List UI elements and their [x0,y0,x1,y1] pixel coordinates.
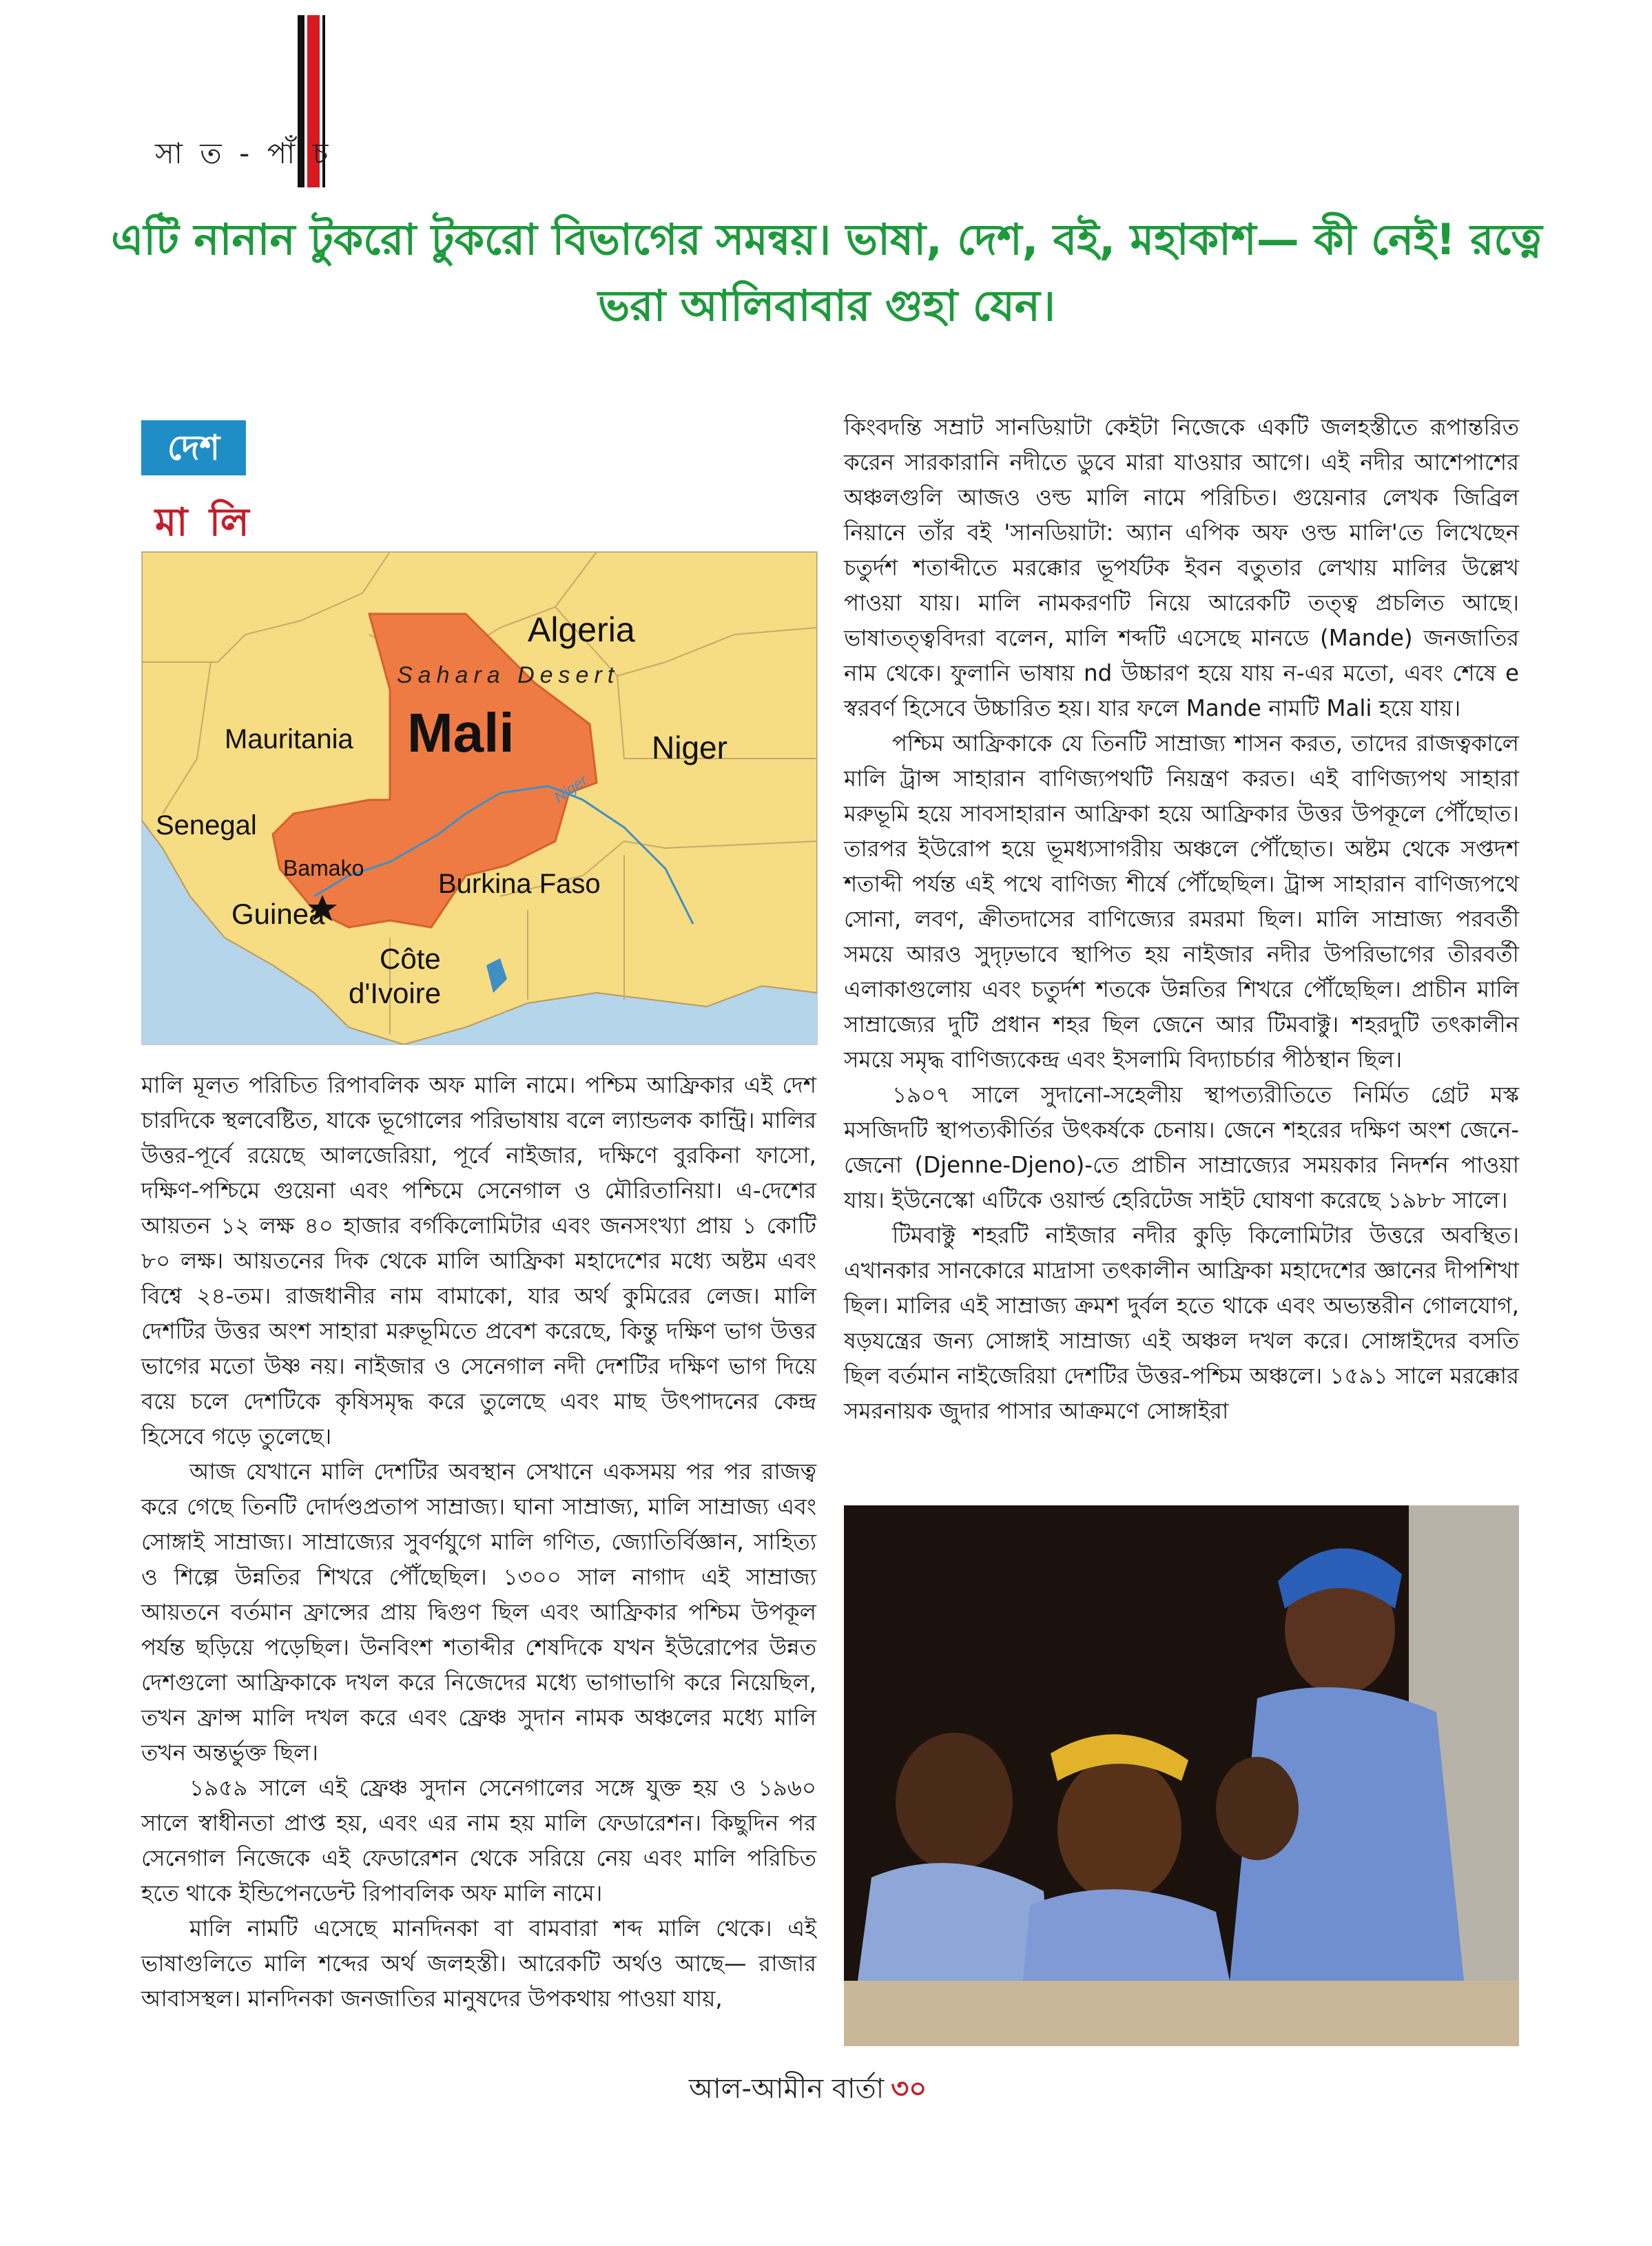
label-niger-river: Niger [550,771,590,807]
window-ledge [844,1981,1519,2046]
paragraph: কিংবদন্তি সম্রাট সানডিয়াটা কেইটা নিজেকে একটি জলহস্তীতে রূপান্তরিত করেন সারকারানি নদীতে ডুবে মারা যাওয়ার আগে। এই নদীর আশেপাশের অঞ্চলগুলি আজও ওল্ড মালি নামে পরিচিত। গুয়েনার লেখক জিব্রিল নিয়ানে তাঁর বই 'সানডিয়াটা: অ্যান এপিক অফ ওল্ড মালি'তে লিখেছেন চতুর্দশ শতাব্দীতে মরক্কোর ভূপর্যটক ইবন বতুতার লেখায় মালির উল্লেখ পাওয়া যায়। মালি নামকরণটি নিয়ে আরেকটি তত্ত্ব প্রচলিত আছে। ভাষাতত্ত্ববিদরা বলেন, মালি শব্দটি এসেছে মানডে (Mande) জনজাতির নাম থেকে। ফুলানি ভাষায় nd উচ্চারণ হয়ে যায় ন-এর মতো, এবং শেষে e স্বরবর্ণ হিসেবে উচ্চারিত হয়। যার ফলে Mande নামটি Mali হয়ে যায়। [844,414,1519,721]
child-face-2 [1057,1757,1181,1902]
child-face-3 [1216,1757,1299,1860]
magazine-name: আল-আমীন বার্তা [689,2073,885,2105]
label-sahara: Sahara Desert [397,662,620,688]
label-mali: Mali [407,702,515,763]
article-title: মা লি [155,500,254,545]
paragraph: ১৯০৭ সালে সুদানো-সহেলীয় স্থাপত্যরীতিতে নির্মিত গ্রেট মস্ক মসজিদটি স্থাপত্যকীর্তির উৎকর্ষকে চেনায়। জেনে শহরের দক্ষিণ অংশ জেনে-জেনো (Djenne-Djeno)-তে প্রাচীন সাম্রাজ্যের সময়কার নিদর্শন পাওয়া যায়। ইউনেস্কো এটিকে ওয়ার্ল্ড হেরিটেজ সাইট ঘোষণা করেছে ১৯৮৮ সালে। [844,1082,1519,1213]
left-article-column [141,1068,816,2017]
category-tag: দেশ [141,420,246,475]
right-article-column [844,410,1519,1429]
paragraph: টিমবাক্টু শহরটি নাইজার নদীর কুড়ি কিলোমিটার উত্তরে অবস্থিত। এখানকার সানকোরে মাদ্রাসা তৎকালীন আফ্রিকা মহাদেশের জ্ঞানের দীপশিখা ছিল। মালির এই সাম্রাজ্য ক্রমশ দুর্বল হতে থাকে এবং অভ্যন্তরীন গোলযোগ, ষড়যন্ত্রের জন্য সোঙ্গাই সাম্রাজ্য এই অঞ্চল দখল করে। সোঙ্গাইদের বসতি ছিল বর্তমান নাইজেরিয়া দেশটির উত্তর-পশ্চিম অঞ্চলে। ১৫৯১ সালে মরক্কোর সমরনায়ক জুদার পাসার আক্রমণে সোঙ্গাইরা [844,1222,1519,1424]
paragraph: মালি নামটি এসেছে মানদিনকা বা বামবারা শব্দ মালি থেকে। এই ভাষাগুলিতে মালি শব্দের অর্থ জলহস্তী। আরেকটি অর্থও আছে— রাজার আবাসস্থল। মানদিনকা জনজাতির মানুষদের উপকথায় পাওয়া যায়, [141,1915,816,2012]
child-face-1 [896,1733,1013,1871]
map-graphic [142,552,817,1044]
label-bamako: Bamako [283,856,364,880]
label-cote-divoire-1: Côte [380,942,441,975]
label-burkina-faso: Burkina Faso [438,869,601,899]
page-headline: এটি নানান টুকরো টুকরো বিভাগের সমন্বয়। ভাষা, দেশ, বই, মহাকাশ— কী নেই! রত্নে ভরা আলিবাবার গুহা যেন। [111,214,1542,331]
children-photo [844,1505,1519,2046]
page-footer [689,2067,927,2113]
photo-illustration [844,1505,1519,2046]
page-number: ৩০ [891,2073,927,2105]
section-label: সা ত - পাঁ চ [155,136,333,170]
mali-map [141,551,818,1045]
label-algeria: Algeria [528,610,635,649]
paragraph: পশ্চিম আফ্রিকাকে যে তিনটি সাম্রাজ্য শাসন করত, তাদের রাজত্বকালে মালি ট্রান্স সাহারান বাণিজ্যপথটি নিয়ন্ত্রণ করত। এই বাণিজ্যপথ সাহারা মরুভূমি হয়ে সাবসাহারান আফ্রিকা হয়ে আফ্রিকার উত্তর উপকূলে পৌঁছোত। তারপর ইউরোপ হয়ে ভূমধ্যসাগরীয় অঞ্চলে পৌঁছোত। অষ্টম থেকে সপ্তদশ শতাব্দী পর্যন্ত এই পথে বাণিজ্য শীর্ষে পৌঁছেছিল। ট্রান্স সাহারান বাণিজ্যপথে সোনা, লবণ, ক্রীতদাসের বাণিজ্যের রমরমা ছিল। মালি সাম্রাজ্য পরবর্তী সময়ে আরও সুদৃঢ়ভাবে স্থাপিত হয় নাইজার নদীর উপরিভাগের তীরবর্তী এলাকাগুলোয় এবং চতুর্দশ শতকে উন্নতির শিখরে পৌঁছেছিল। প্রাচীন মালি সাম্রাজ্যের দুটি প্রধান শহর ছিল জেনে আর টিমবাক্টু। শহরদুটি তৎকালীন সময়ে সমৃদ্ধ বাণিজ্যকেন্দ্র এবং ইসলামি বিদ্যাচর্চার পীঠস্থান ছিল। [844,730,1519,1073]
label-guinea: Guinea [231,898,325,930]
label-senegal: Senegal [156,810,257,841]
child-shirt-1 [858,1863,1051,1981]
label-niger: Niger [652,730,727,765]
label-mauritania: Mauritania [225,724,353,754]
paragraph: ১৯৫৯ সালে এই ফ্রেঞ্চ সুদান সেনেগালের সঙ্গে যুক্ত হয় ও ১৯৬০ সালে স্বাধীনতা প্রাপ্ত হয়, এবং এর নাম হয় মালি ফেডারেশন। কিছুদিন পর সেনেগাল নিজেকে এই ফেডারেশন থেকে সরিয়ে নেয় এবং মালি পরিচিত হতে থাকে ইন্ডিপেনডেন্ট রিপাবলিক অফ মালি নামে। [141,1775,816,1906]
label-cote-divoire-2: d'Ivoire [349,977,442,1009]
paragraph: আজ যেখানে মালি দেশটির অবস্থান সেখানে একসময় পর পর রাজত্ব করে গেছে তিনটি দোর্দণ্ডপ্রতাপ সাম্রাজ্য। ঘানা সাম্রাজ্য, মালি সাম্রাজ্য এবং সোঙ্গাই সাম্রাজ্য। সাম্রাজ্যের সুবর্ণযুগে মালি গণিত, জ্যোতির্বিজ্ঞান, সাহিত্য ও শিল্পে উন্নতির শিখরে পৌঁছেছিল। ১৩০০ সাল নাগাদ এই সাম্রাজ্য আয়তনে বর্তমান ফ্রান্সের প্রায় দ্বিগুণ ছিল এবং আফ্রিকার পশ্চিম উপকূল পর্যন্ত ছড়িয়ে পড়েছিল। উনবিংশ শতাব্দীর শেষদিকে যখন ইউরোপের উন্নত দেশগুলো আফ্রিকাকে দখল করে নিজেদের মধ্যে ভাগাভাগি করে নিয়েছিল, তখন ফ্রান্স মালি দখল করে এবং ফ্রেঞ্চ সুদান নামক অঞ্চলের মধ্যে মালি তখন অন্তর্ভুক্ত ছিল। [141,1459,816,1766]
paragraph: মালি মূলত পরিচিত রিপাবলিক অফ মালি নামে। পশ্চিম আফ্রিকার এই দেশ চারদিকে স্থলবেষ্টিত, যাকে ভূগোলের পরিভাষায় বলে ল্যান্ডলক কান্ট্রি। মালির উত্তর-পূর্বে রয়েছে আলজেরিয়া, পূর্বে নাইজার, দক্ষিণে বুরকিনা ফাসো, দক্ষিণ-পশ্চিমে গুয়েনা এবং পশ্চিমে সেনেগাল ও মৌরিতানিয়া। এ-দেশের আয়তন ১২ লক্ষ ৪০ হাজার বর্গকিলোমিটার এবং জনসংখ্যা প্রায় ১ কোটি ৮০ লক্ষ। আয়তনের দিক থেকে মালি আফ্রিকা মহাদেশের মধ্যে অষ্টম এবং বিশ্বে ২৪-তম। রাজধানীর নাম বামাকো, যার অর্থ কুমিরের লেজ। মালি দেশটির উত্তর অংশ সাহারা মরুভূমিতে প্রবেশ করেছে, কিন্তু দক্ষিণ ভাগ উত্তর ভাগের মতো উষ্ণ নয়। নাইজার ও সেনেগাল নদী দেশটির দক্ষিণ ভাগ দিয়ে বয়ে চলে দেশটিকে কৃষিসমৃদ্ধ করে তুলেছে এবং মাছ উৎপাদনের কেন্দ্র হিসেবে গড়ে তুলেছে। [141,1072,816,1450]
